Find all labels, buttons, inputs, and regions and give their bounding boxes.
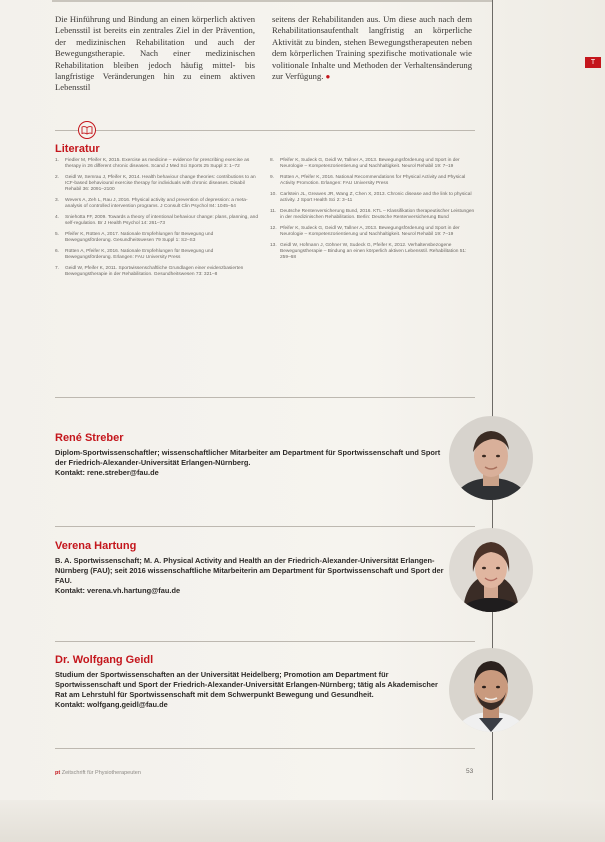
bio-description	[55, 448, 447, 478]
reference-list-right	[270, 158, 475, 266]
avatar-wolfgang-geidl	[449, 648, 533, 732]
avatar-rene-streber	[449, 416, 533, 500]
reference-item	[55, 249, 260, 261]
reference-item	[55, 215, 260, 227]
reference-text: Fiedler M, Pfeifer K, 2015. Exercise as medicine – evidence for prescribing exercise as therapy in 26 different chronic diseases. Scand J Med Sci Sports 25 Suppl 3: 1–72	[65, 158, 250, 170]
page-bottom-edge	[0, 800, 605, 842]
reference-text: Rütten A, Pfeifer K, 2016. Nationale Empfehlungen für Bewegung und Bewegungsförderung. Erlangen: FAU University Press	[65, 248, 214, 260]
intro-right-paragraph	[272, 14, 472, 82]
bio-contact: Kontakt: wolfgang.geidl@fau.de	[55, 700, 168, 709]
reference-number: 5.	[55, 231, 60, 237]
footer-brand: pt	[55, 770, 61, 776]
top-rule	[52, 0, 492, 2]
reference-item	[55, 198, 260, 210]
footer-journal-name: Zeitschrift für Physiotherapeuten	[61, 770, 141, 776]
bio-description-text: Studium der Sportwissenschaften an der Universität Heidelberg; Promotion am Department für Sportwissenschaft und Sport der Friedrich-Alexander-Universität Erlangen-Nürnberg; tätig als Akademischer Rat am Lehrstuhl für Sportwissenschaft mit dem Schwerpunkt Bewegung und Gesundheit.	[55, 670, 438, 699]
page-number: 53	[466, 768, 474, 775]
bio-description	[55, 556, 447, 596]
end-mark-icon: ●	[325, 72, 331, 82]
reference-text: Sniehotta FF, 2009. Towards a theory of intentional behaviour change: plans, planning, and self-regulation. Br J Health Psychol 14: 261–73	[65, 214, 258, 227]
reference-text: Rütten A, Pfeifer K, 2016. National Recommendations for Physical Activity and Physical Activity Promotion. Erlangen: FAU University Press	[280, 174, 466, 187]
reference-item	[55, 175, 260, 194]
reference-item	[270, 175, 475, 187]
reference-text: Pfeifer K, Sudeck G, Geidl W, Tallner A, 2013. Bewegungsförderung und Sport in der Neurologie – Kompetenzorientierung und Nachhaltigkeit. Neurol Rehabil 19: 7–19	[280, 158, 460, 170]
reference-number: 6.	[55, 248, 60, 254]
bio-name: René Streber	[55, 432, 124, 444]
bio-verena-hartung	[55, 540, 447, 596]
reference-item	[270, 158, 475, 170]
reference-item	[270, 226, 475, 238]
intro-left-paragraph: Die Hinführung und Bindung an einen körperlich aktiven Lebensstil ist bereits ein zentrales Ziel in der Prävention, der medizinischen Rehabilitation und auch der Bewegungstherapie. Nach einer medizinischen Rehabilitation bleiben jedoch häufig mittel- bis langfristige Veränderungen hin zu einem aktiven Lebensstil	[55, 14, 255, 93]
reference-item	[55, 232, 260, 244]
reference-number: 11.	[270, 208, 277, 214]
bio-wolfgang-geidl	[55, 654, 447, 710]
book-icon	[78, 121, 96, 139]
reference-number: 2.	[55, 174, 60, 180]
bio-contact: Kontakt: rene.streber@fau.de	[55, 468, 159, 477]
reference-number: 1.	[55, 158, 60, 163]
bio-divider-3	[55, 641, 475, 642]
bio-description-text: B. A. Sportwissenschaft; M. A. Physical Activity and Health an der Friedrich-Alexander-Universität Erlangen-Nürnberg (FAU); seit 2016 wissenschaftliche Mitarbeiterin am Department für Sportwissenschaft und Sport der FAU.	[55, 556, 444, 585]
literature-divider	[55, 130, 475, 131]
reference-text: Geidl W, Semrau J, Pfeifer K, 2014. Health behaviour change theories: contributions to an ICF-based behavioural exercise therapy for individuals with chronic diseases. Disabil Rehabil 36: 2091–2100	[65, 174, 256, 193]
reference-text: Deutsche Rentenversicherung Bund, 2016. KTL – Klassifikation therapeutischer Leistungen in der medizinischen Rehabilitation. Berlin: Deutsche Rentenversicherung Bund	[280, 208, 475, 220]
reference-text: Pfeifer K, Rütten A, 2017. Nationale Empfehlungen für Bewegung und Bewegungsförderung. Gesundheitswesen 79 Suppl 1: S2–S3	[65, 231, 214, 244]
intro-right-text: seitens der Rehabilitanden aus. Um diese auch nach dem Rehabilitationsaufenthalt langfristig an körperliche Aktivität zu binden, stehen Bewegungstherapeuten neben dem körperlichen Training spezifische motivationale wie volitionale Inhalte und Methoden der Verhaltensänderung zur Verfügung.	[272, 14, 472, 82]
reference-item	[270, 209, 475, 221]
reference-list-left	[55, 158, 260, 283]
reference-number: 13.	[270, 242, 277, 248]
reference-text: Wevers A, Zeh L, Rau J, 2016. Physical activity and prevention of depression: a meta-analysis of controlled intervention programs. J Consult Clin Psychol 84: 1045–54	[65, 198, 248, 210]
reference-number: 9.	[270, 174, 275, 180]
reference-number: 4.	[55, 214, 60, 220]
reference-text: Pfeifer K, Sudeck G, Geidl W, Tallner A, 2013. Bewegungsförderung und Sport in der Neurologie – Kompetenzorientierung und Nachhaltigkeit. Neurol Rehabil 19: 7–19	[280, 225, 460, 237]
literature-title: Literatur	[55, 143, 100, 155]
footer-journal	[55, 770, 141, 776]
bio-divider-2	[55, 526, 475, 527]
bio-description-text: Diplom-Sportwissenschaftler; wissenschaftlicher Mitarbeiter am Department für Sportwissenschaft und Sport der Friedrich-Alexander-Universität Erlangen-Nürnberg.	[55, 448, 441, 467]
reference-item	[55, 266, 260, 278]
bio-divider-1	[55, 397, 475, 398]
reference-item	[270, 192, 475, 204]
page-tab: T	[585, 57, 601, 68]
bio-name: Verena Hartung	[55, 540, 137, 552]
reference-item	[270, 243, 475, 262]
bio-description	[55, 670, 447, 710]
footer-divider	[55, 748, 475, 749]
reference-number: 3.	[55, 198, 60, 204]
reference-text: Carlstein JL, Greaves JR, Wang Z, Chen X, 2013. Chronic disease and the link to physical activity. J Sport Health Sci 2: 3–11	[280, 191, 472, 204]
bio-rene-streber	[55, 432, 447, 478]
reference-number: 12.	[270, 225, 277, 231]
reference-number: 7.	[55, 265, 60, 271]
bio-contact: Kontakt: verena.vh.hartung@fau.de	[55, 586, 181, 595]
avatar-verena-hartung	[449, 528, 533, 612]
reference-number: 8.	[270, 158, 275, 163]
reference-text: Geidl W, Pfeifer K, 2011. Sportwissenschaftliche Grundlagen einer evidenzbasierten Bewegungstherapie in der Rehabilitation. Gesundheitswesen 73: 321–8	[65, 265, 244, 277]
bio-name: Dr. Wolfgang Geidl	[55, 654, 154, 666]
reference-item	[55, 158, 260, 170]
reference-number: 10.	[270, 191, 277, 197]
reference-text: Geidl W, Hofmann J, Göhner W, Sudeck G, Pfeifer K, 2012. Verhaltensbezogene Bewegungstherapie – Bindung an einen körperlich aktiven Lebensstil. Rehabilitation 51: 259–68	[280, 242, 467, 260]
